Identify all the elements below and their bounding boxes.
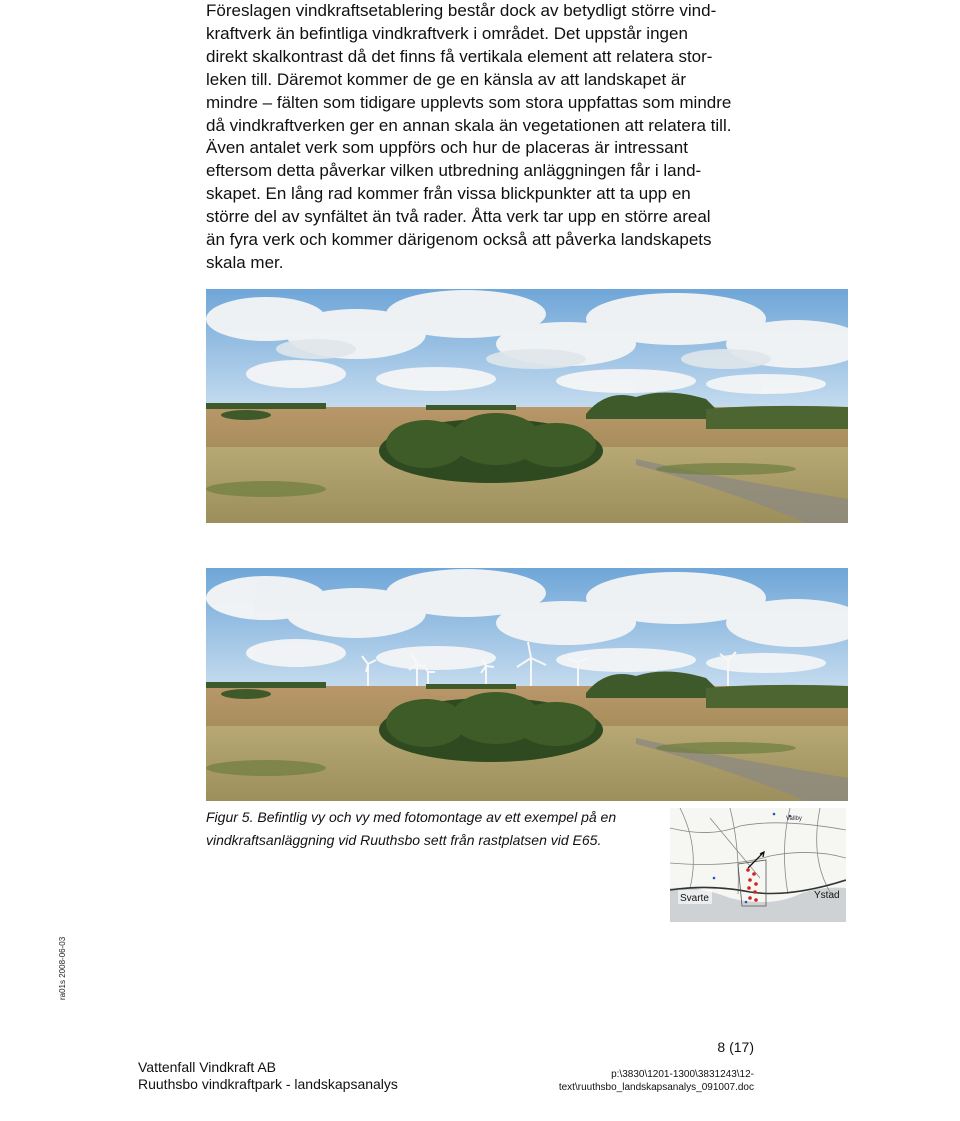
map-label-svarte: Svarte (680, 893, 709, 904)
body-line: eftersom detta påverkar vilken utbredning anläggningen får i land- (206, 161, 702, 181)
body-line: än fyra verk och kommer därigenom också att påverka landskapets (206, 230, 712, 250)
landscape-photo-montage (206, 568, 848, 801)
footer-path-line: p:\3830\1201-1300\3831243\12- (611, 1069, 754, 1080)
side-stamp: ra01s 2008-06-03 (58, 936, 67, 1000)
location-map (670, 808, 846, 922)
map-label-ystad: Ystad (814, 890, 840, 901)
caption-line: vindkraftsanläggning vid Ruuthsbo sett från rastplatsen vid E65. (206, 832, 602, 848)
footer-path-line: text\ruuthsbo_landskapsanalys_091007.doc (558, 1082, 754, 1093)
body-line: Även antalet verk som uppförs och hur de placeras är intressant (206, 138, 688, 158)
landscape-photo-existing (206, 289, 848, 523)
figure-caption (206, 806, 666, 852)
body-line: skapet. En lång rad kommer från vissa blickpunkter att ta upp en (206, 184, 691, 204)
footer-left (138, 1059, 398, 1093)
body-line: Föreslagen vindkraftsetablering består dock av betydligt större vind- (206, 1, 717, 20)
body-line: mindre – fälten som tidigare upplevts som stora uppfattas som mindre (206, 92, 732, 112)
body-line: då vindkraftverken ger en annan skala än vegetationen att relatera till. (206, 115, 732, 135)
body-line: leken till. Däremot kommer de ge en känsla av att landskapet är (206, 69, 687, 89)
footer-document: Ruuthsbo vindkraftpark - landskapsanalys (138, 1076, 398, 1092)
footer-right (559, 1068, 754, 1094)
page-number: 8 (17) (717, 1039, 754, 1055)
caption-line: Figur 5. Befintlig vy och vy med fotomontage av ett exempel på en (206, 809, 617, 825)
body-line: kraftverk än befintliga vindkraftverk i området. Det uppstår ingen (206, 23, 688, 43)
body-paragraph (206, 0, 766, 275)
map-label-vallby: Vallby (786, 816, 802, 822)
body-line: direkt skalkontrast då det finns få vertikala element att relatera stor- (206, 46, 713, 66)
body-line: större del av synfältet än två rader. Åtta verk tar upp en större areal (206, 207, 711, 227)
footer-company: Vattenfall Vindkraft AB (138, 1059, 277, 1075)
body-line: skala mer. (206, 252, 284, 272)
